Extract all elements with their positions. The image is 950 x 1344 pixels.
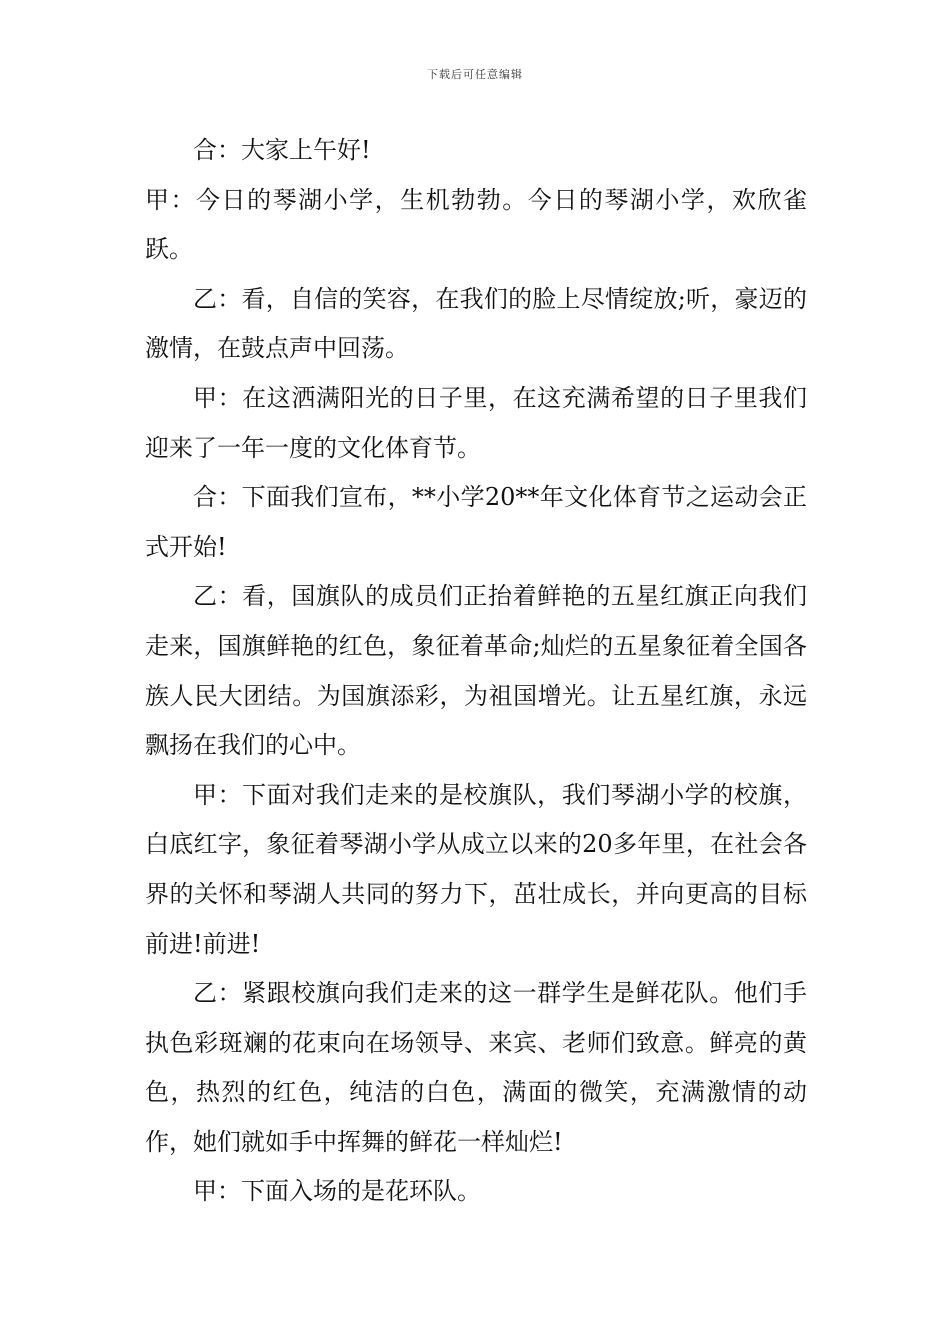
paragraph-8: 乙：紧跟校旗向我们走来的这一群学生是鲜花队。他们手执色彩斑斓的花束向在场领导、来宾、老师们致意。鲜亮的黄色，热烈的红色，纯洁的白色，满面的微笑，充满激情的动作，她们就如手中挥舞的鲜花一样灿烂! xyxy=(145,979,807,1156)
document-body xyxy=(145,126,807,1217)
paragraph-4: 甲：在这洒满阳光的日子里，在这充满希望的日子里我们迎来了一年一度的文化体育节。 xyxy=(145,383,807,462)
paragraph-2: 甲：今日的琴湖小学，生机勃勃。今日的琴湖小学，欢欣雀跃。 xyxy=(145,185,807,264)
paragraph-9: 甲：下面入场的是花环队。 xyxy=(193,1177,481,1206)
header-note: 下载后可任意编辑 xyxy=(427,68,523,81)
paragraph-3: 乙：看，自信的笑容，在我们的脸上尽情绽放;听，豪迈的激情，在鼓点声中回荡。 xyxy=(145,284,807,363)
paragraph-5: 合：下面我们宣布，**小学20**年文化体育节之运动会正式开始! xyxy=(145,483,807,561)
paragraph-6: 乙：看，国旗队的成员们正抬着鲜艳的五星红旗正向我们走来，国旗鲜艳的红色，象征着革命;灿烂的五星象征着全国各族人民大团结。为国旗添彩，为祖国增光。让五星红旗，永远飘扬在我们的心中。 xyxy=(145,582,807,760)
paragraph-7: 甲：下面对我们走来的是校旗队，我们琴湖小学的校旗，白底红字，象征着琴湖小学从成立以来的20多年里，在社会各界的关怀和琴湖人共同的努力下，茁壮成长，并向更高的目标前进!前进! xyxy=(145,780,807,958)
paragraph-1: 合：大家上午好! xyxy=(193,136,371,164)
